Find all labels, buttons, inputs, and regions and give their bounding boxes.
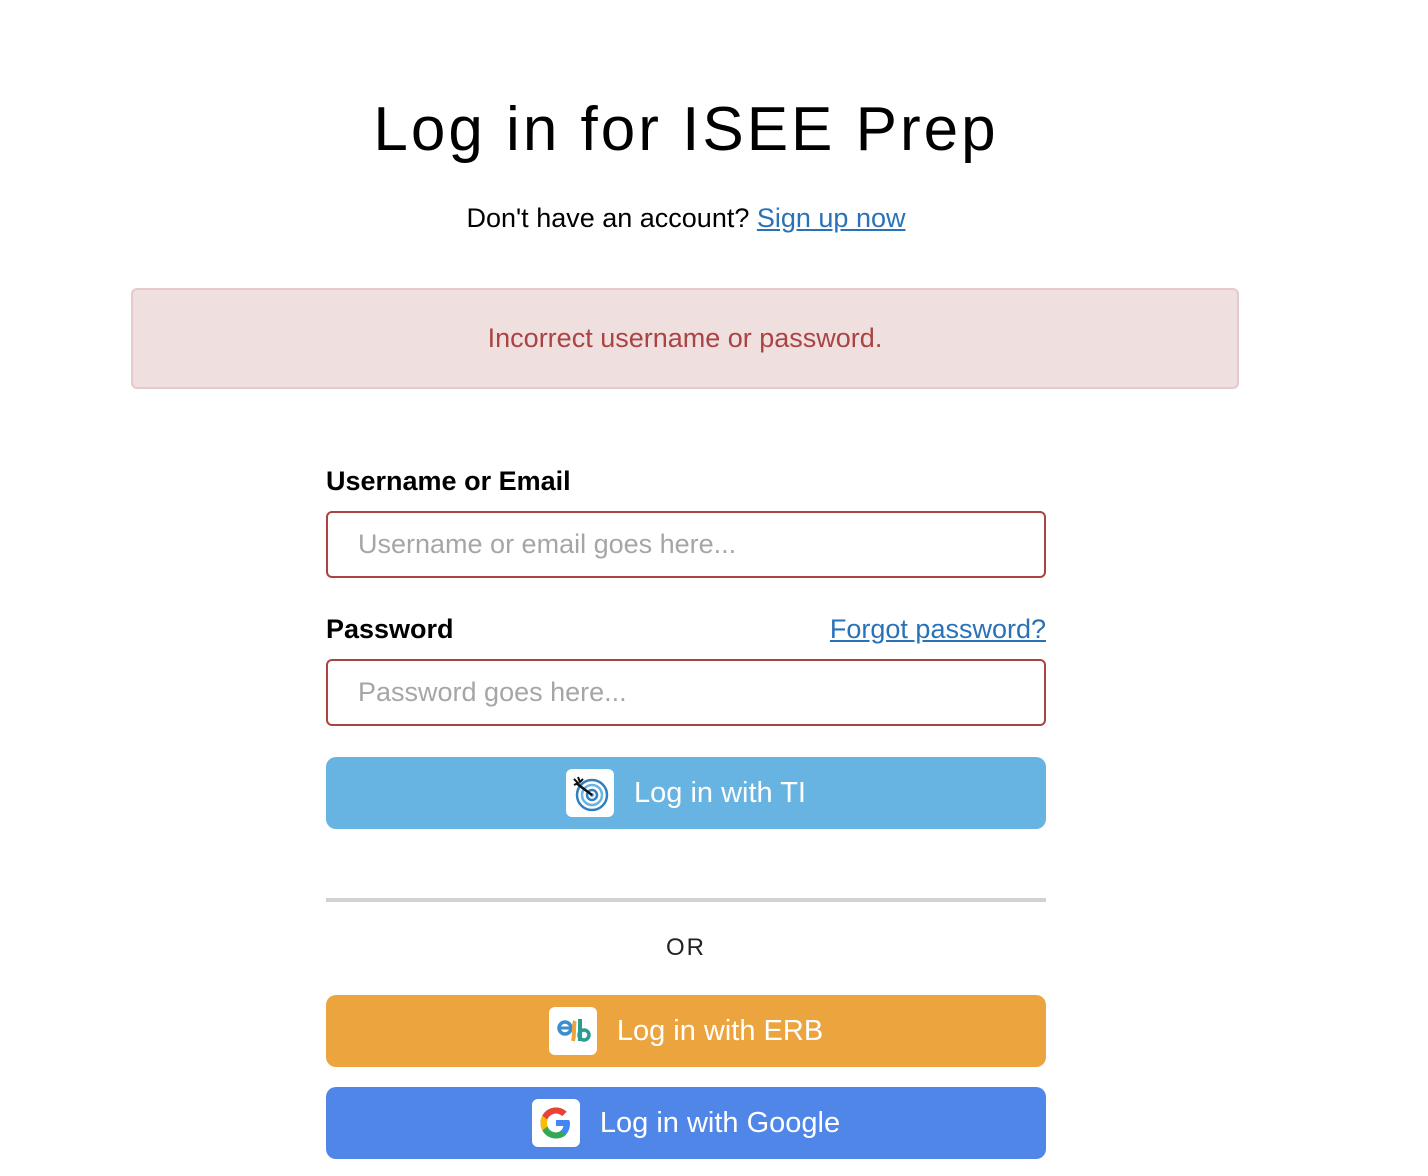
login-with-erb-label: Log in with ERB: [616, 1014, 824, 1047]
divider: [326, 898, 1046, 902]
password-input[interactable]: [326, 659, 1046, 726]
login-with-google-label: Log in with Google: [599, 1106, 841, 1139]
page-title: Log in for ISEE Prep: [373, 95, 999, 164]
target-icon: [566, 769, 614, 817]
login-with-ti-button[interactable]: [326, 757, 1046, 829]
login-with-google-button[interactable]: [326, 1087, 1046, 1159]
signup-prompt: [0, 200, 1372, 236]
username-label: Username or Email: [326, 466, 571, 496]
forgot-password-link[interactable]: Forgot password?: [829, 614, 1046, 644]
error-alert: [131, 288, 1239, 389]
login-with-erb-button[interactable]: [326, 995, 1046, 1067]
signup-prompt-text: Don't have an account?: [466, 203, 750, 233]
login-with-ti-label: Log in with TI: [634, 776, 806, 809]
google-logo-icon: [532, 1099, 580, 1147]
error-message: Incorrect username or password.: [487, 323, 883, 353]
or-separator: OR: [666, 934, 706, 961]
sign-up-link[interactable]: Sign up now: [756, 203, 906, 233]
erb-logo-icon: [549, 1007, 597, 1055]
username-input[interactable]: [326, 511, 1046, 578]
password-label: Password: [326, 614, 454, 644]
